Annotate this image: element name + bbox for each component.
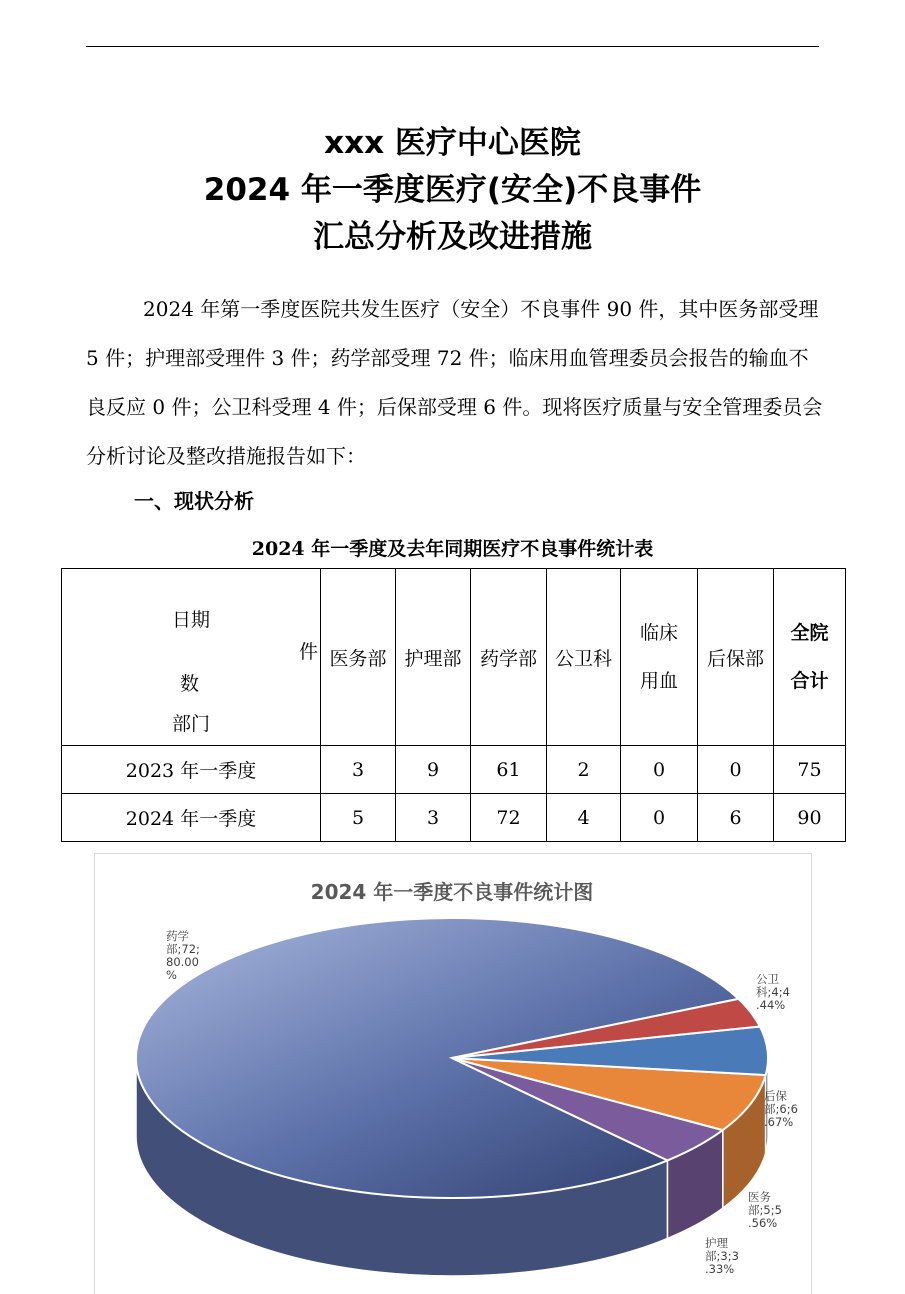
doc-title-line-3: 汇总分析及改进措施 [313, 219, 592, 255]
slice-label-public-health: 公卫 科;4;4 .44% [756, 972, 790, 1012]
cell: 0 [621, 746, 698, 794]
cell: 75 [774, 746, 846, 794]
slice-label-pharmacy: 药学 部;72; 80.00 % [166, 929, 200, 982]
header-total: 全院 合计 [774, 569, 846, 746]
doc-title-line-1: xxx 医疗中心医院 [324, 125, 581, 161]
slice-label-medical: 医务 部;5;5 .56% [748, 1190, 782, 1230]
header-pharmacy: 药学部 [471, 569, 547, 746]
header-public-health: 公卫科 [547, 569, 621, 746]
row-label: 2024 年一季度 [62, 794, 321, 842]
doc-title-line-2: 2024 年一季度医疗(安全)不良事件 [203, 172, 702, 208]
row-label: 2023 年一季度 [62, 746, 321, 794]
cell: 2 [547, 746, 621, 794]
corner-count-a: 件 [298, 641, 318, 663]
cell: 0 [621, 794, 698, 842]
cell: 6 [698, 794, 774, 842]
cell: 61 [471, 746, 547, 794]
cell: 3 [396, 794, 471, 842]
chart-title: 2024 年一季度不良事件统计图 [310, 880, 594, 904]
cell: 90 [774, 794, 846, 842]
cell: 4 [547, 794, 621, 842]
corner-count-b: 数 [180, 673, 200, 695]
intro-paragraph: 2024 年第一季度医院共发生医疗（安全）不良事件 90 件，其中医务部受理 5 件；护理部受理件 3 件；药学部受理 72 件；临床用血管理委员会报告的输血不良反应 0 件；公卫科受理 4 件；后保部受理 6 件。现将医疗质量与安全管理委员会分析讨论及整改措施报告如下： [86, 297, 823, 468]
cell: 9 [396, 746, 471, 794]
table-caption: 2024 年一季度及去年同期医疗不良事件统计表 [251, 538, 654, 560]
cell: 3 [321, 746, 396, 794]
header-medical: 医务部 [321, 569, 396, 746]
slice-label-nursing: 护理 部;3;3 .33% [705, 1236, 739, 1276]
header-logistics: 后保部 [698, 569, 774, 746]
header-nursing: 护理部 [396, 569, 471, 746]
corner-dept: 部门 [172, 713, 211, 735]
cell: 0 [698, 746, 774, 794]
section-heading-status: 一、现状分析 [134, 489, 254, 513]
header-clinical-blood: 临床 用血 [621, 569, 698, 746]
corner-date: 日期 [172, 609, 211, 631]
cell: 72 [471, 794, 547, 842]
slice-label-logistics: 后保 部;6;6 .67% [764, 1089, 798, 1129]
cell: 5 [321, 794, 396, 842]
